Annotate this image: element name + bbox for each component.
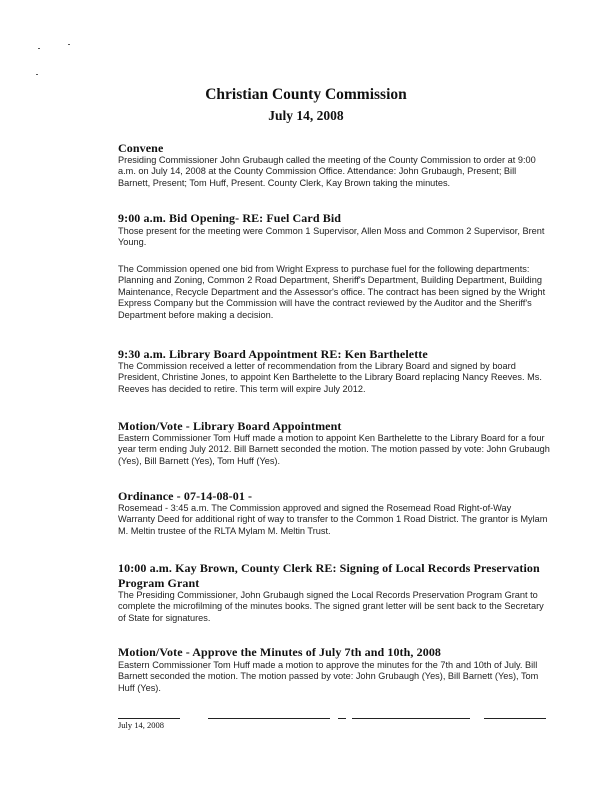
signature-line	[484, 718, 546, 719]
document-title: Christian County Commission	[205, 86, 407, 103]
section-heading-motion-minutes: Motion/Vote - Approve the Minutes of July 7th and 10th, 2008	[118, 645, 442, 659]
section-heading-records-grant: 10:00 a.m. Kay Brown, County Clerk RE: Signing of Local Records Preservation Program Grant	[118, 561, 540, 590]
section-paragraph: Presiding Commissioner John Grubaugh called the meeting of the County Commission to order at 9:00 a.m. on July 14, 2008 at the County Commission Office. Attendance: John Grubaugh, Present; Bill Barnett, Present; Tom Huff, Present. County Clerk, Kay Brown taking the minutes.	[118, 155, 536, 188]
signature-line	[208, 718, 330, 719]
section-paragraph: The Presiding Commissioner, John Grubaugh signed the Local Records Preservation Program Grant to complete the microfilming of the minutes books. The signed grant letter will be sent back to the Secretary of State for signatures.	[118, 590, 544, 623]
section-paragraph: Eastern Commissioner Tom Huff made a motion to approve the minutes for the 7th and 10th of July. Bill Barnett seconded the motion. The motion passed by vote: John Grubaugh (Yes), Bill Barnett (Yes), Tom Huff (Yes).	[118, 660, 539, 693]
footer-date: July 14, 2008	[118, 720, 165, 730]
section-paragraph: Eastern Commissioner Tom Huff made a motion to appoint Ken Barthelette to the Library Board for a four year term ending July 2012. Bill Barnett seconded the motion. The motion passed by vote: John Grubaugh (Yes), Bill Barnett (Yes), Tom Huff (Yes).	[118, 433, 550, 466]
section-heading-motion-library: Motion/Vote - Library Board Appointment	[118, 419, 342, 433]
section-heading-ordinance: Ordinance - 07-14-08-01 -	[118, 489, 253, 503]
section-paragraph: Those present for the meeting were Common 1 Supervisor, Allen Moss and Common 2 Supervisor, Brent Young.	[118, 226, 545, 248]
signature-line	[118, 718, 180, 719]
scan-speck	[68, 44, 70, 45]
section-heading-convene: Convene	[118, 141, 164, 155]
document-date: July 14, 2008	[268, 108, 344, 123]
signature-line	[352, 718, 470, 719]
section-heading-bid-opening: 9:00 a.m. Bid Opening- RE: Fuel Card Bid	[118, 211, 342, 225]
section-heading-library-appointment: 9:30 a.m. Library Board Appointment RE: Ken Barthelette	[118, 347, 428, 361]
section-paragraph: The Commission received a letter of recommendation from the Library Board and signed by board President, Christine Jones, to appoint Ken Barthelette to the Library Board replacing Nancy Reeves. Ms. Reeves has decided to retire. This term will expire July 2012.	[118, 361, 542, 394]
scan-speck	[38, 48, 40, 49]
scan-speck	[36, 74, 38, 75]
section-paragraph: Rosemead - 3:45 a.m. The Commission approved and signed the Rosemead Road Right-of-Way Warranty Deed for additional right of way to transfer to the Common 1 Road District. The grantor is Mylam M. Meltin trustee of the RLTA Mylam M. Meltin Trust.	[118, 503, 548, 536]
signature-line	[338, 718, 346, 719]
section-paragraph: The Commission opened one bid from Wright Express to purchase fuel for the following departments: Planning and Zoning, Common 2 Road Department, Sheriff's Department, Building Department, Building Maintenance, Recycle Department and the Assessor's office. The contract has been signed by the Wright Express Company but the Commission will have the contract reviewed by the Auditor and the Sheriff's Department before making a decision.	[118, 264, 546, 320]
